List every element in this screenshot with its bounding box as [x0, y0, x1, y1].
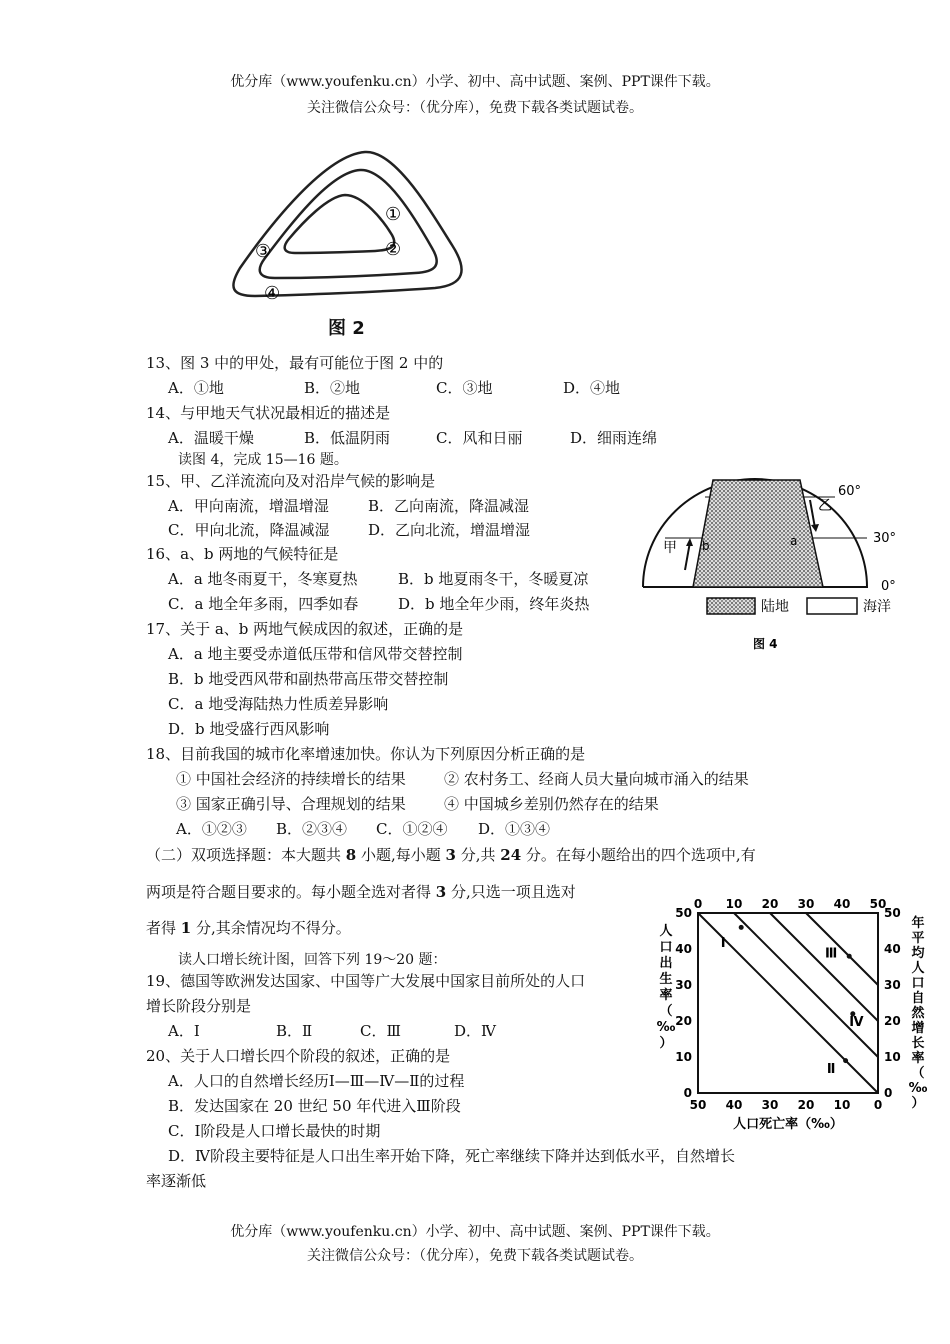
q20-option-d-line-2: 率逐渐低	[146, 1172, 207, 1190]
q16-option-b: B．b 地夏雨冬干，冬暖夏凉	[398, 570, 589, 588]
ylabel-right-char: 自	[911, 991, 925, 1006]
left-tick-10: 10	[675, 1050, 692, 1064]
q17-stem: 17、关于 a、b 两地气候成因的叙述，正确的是	[146, 620, 464, 638]
q18-option-b: B．②③④	[276, 820, 348, 838]
ylabel-right-char: ‰	[908, 1081, 928, 1096]
legend-land-label: 陆地	[761, 599, 789, 615]
stage-point-I	[739, 925, 744, 930]
left-tick-50: 50	[675, 906, 692, 920]
right-tick-10: 10	[884, 1050, 901, 1064]
growth-line-10	[734, 913, 878, 1057]
ylabel-left-char: 出	[659, 956, 673, 971]
top-tick-20: 20	[761, 897, 779, 911]
footer-line-2: 关注微信公众号：（优分库），免费下载各类试题试卷。	[307, 1248, 643, 1264]
q18-option-c: C．①②④	[376, 820, 448, 838]
ylabel-left-char: 生	[659, 972, 673, 987]
bottom-tick-0: 0	[873, 1098, 883, 1112]
label-b: b	[702, 539, 710, 553]
q18-item-3: ③ 国家正确引导、合理规划的结果	[176, 795, 406, 813]
figure-2-contour-map	[220, 140, 480, 340]
figure-4-map	[635, 470, 905, 655]
ylabel-right-char: 年	[911, 916, 925, 931]
top-tick-0: 0	[693, 897, 703, 911]
ylabel-left-char: （	[659, 1004, 673, 1019]
q19-option-d: D．Ⅳ	[454, 1022, 497, 1040]
q14-option-b: B．低温阴雨	[304, 429, 391, 447]
marker-2: ②	[385, 239, 402, 260]
top-tick-40: 40	[833, 897, 851, 911]
ylabel-right-char: 口	[911, 976, 925, 991]
q14-option-d: D．细雨连绵	[570, 429, 658, 447]
header-line-2: 关注微信公众号：（优分库），免费下载各类试题试卷。	[307, 100, 643, 116]
stage-point-II	[843, 1058, 848, 1063]
q20-stem: 20、关于人口增长四个阶段的叙述，正确的是	[146, 1047, 451, 1065]
footer-line-1: 优分库（www.youfenku.cn）小学、初中、高中试题、案例、PPT课件下载。	[230, 1224, 720, 1240]
q15-stem: 15、甲、乙洋流流向及对沿岸气候的影响是	[146, 472, 436, 490]
q18-item-2: ② 农村务工、经商人员大量向城市涌入的结果	[444, 770, 749, 788]
ylabel-left-char: 率	[659, 988, 673, 1003]
read-population-chart: 读人口增长统计图，回答下列 19～20 题：	[178, 952, 447, 968]
ylabel-right-char: 率	[911, 1051, 925, 1066]
section-2-line-2: 两项是符合题目要求的。每小题全选对者得 3 分,只选一项且选对	[146, 883, 576, 901]
current-yi-arrow	[810, 500, 815, 528]
q13-option-a: A．①地	[168, 379, 224, 397]
label-a: a	[790, 534, 798, 548]
q16-option-a: A．a 地冬雨夏干，冬寒夏热	[168, 570, 358, 588]
stage-label-I: Ⅰ	[720, 935, 726, 951]
ylabel-left-char: ‰	[656, 1020, 676, 1035]
q19-stem-1: 19、德国等欧洲发达国家、中国等广大发展中国家目前所处的人口	[146, 972, 586, 990]
q16-stem: 16、a、b 两地的气候特征是	[146, 545, 339, 563]
top-tick-10: 10	[725, 897, 743, 911]
read-figure-4: 读图 4，完成 15—16 题。	[178, 452, 348, 468]
q18-item-1: ① 中国社会经济的持续增长的结果	[176, 770, 406, 788]
q20-option-d-line-1: D．Ⅳ阶段主要特征是人口出生率开始下降，死亡率继续下降并达到低水平，自然增长	[168, 1147, 736, 1165]
q14-stem: 14、与甲地天气状况最相近的描述是	[146, 404, 391, 422]
q18-option-d: D．①③④	[478, 820, 551, 838]
stage-label-IV: Ⅳ	[849, 1015, 864, 1030]
right-tick-50: 50	[884, 906, 901, 920]
top-tick-30: 30	[797, 897, 815, 911]
legend-ocean-label: 海洋	[863, 599, 891, 615]
section-2-line-3: 者得 1 分,其余情况均不得分。	[146, 919, 351, 937]
bottom-tick-30: 30	[761, 1098, 779, 1112]
label-yi: 乙	[818, 498, 832, 514]
q15-option-c: C．甲向北流，降温减湿	[168, 521, 330, 539]
label-lat-60: 60°	[838, 484, 862, 499]
marker-4: ④	[264, 283, 281, 304]
ylabel-right-char: 长	[911, 1036, 925, 1051]
ylabel-left-char: 口	[659, 940, 673, 955]
q17-option-d: D．b 地受盛行西风影响	[168, 720, 330, 738]
right-tick-20: 20	[884, 1014, 901, 1028]
q17-option-a: A．a 地主要受赤道低压带和信风带交替控制	[168, 645, 463, 663]
left-tick-30: 30	[675, 978, 692, 992]
q15-option-d: D．乙向北流，增温增湿	[368, 521, 531, 539]
figure-4-caption: 图 4	[753, 637, 778, 651]
population-growth-chart	[650, 895, 940, 1140]
q13-option-d: D．④地	[563, 379, 621, 397]
q18-option-a: A．①②③	[176, 820, 247, 838]
legend-ocean-swatch	[807, 598, 857, 614]
q19-option-a: A．Ⅰ	[168, 1022, 200, 1040]
growth-line-20	[770, 913, 878, 1021]
section-2-line-1: （二）双项选择题：本大题共 8 小题,每小题 3 分,共 24 分。在每小题给出的四个选项中,有	[146, 846, 756, 864]
q16-option-c: C．a 地全年多雨，四季如春	[168, 595, 359, 613]
ylabel-right-char: 人	[911, 961, 925, 976]
q17-option-c: C．a 地受海陆热力性质差异影响	[168, 695, 389, 713]
label-jia: 甲	[663, 540, 677, 556]
q20-option-a: A．人口的自然增长经历Ⅰ—Ⅲ—Ⅳ—Ⅱ的过程	[168, 1072, 465, 1090]
q15-option-b: B．乙向南流，降温减湿	[368, 497, 530, 515]
figure-2-caption: 图 2	[328, 318, 365, 339]
label-lat-30: 30°	[873, 531, 897, 546]
ylabel-left-char: ）	[659, 1036, 673, 1051]
q19-stem-2: 增长阶段分别是	[146, 997, 252, 1015]
land-mass	[693, 480, 823, 587]
header-line-1: 优分库（www.youfenku.cn）小学、初中、高中试题、案例、PPT课件下载。	[230, 74, 720, 90]
stage-label-II: Ⅱ	[826, 1061, 836, 1077]
current-jia-arrow	[685, 542, 690, 570]
ylabel-right-char: 平	[911, 931, 925, 946]
q15-option-a: A．甲向南流，增温增湿	[168, 497, 329, 515]
ylabel-right-char: ）	[911, 1096, 925, 1111]
xlabel: 人口死亡率（‰）	[733, 1117, 843, 1132]
stage-point-III	[847, 954, 852, 959]
q13-stem: 13、图 3 中的甲处，最有可能位于图 2 中的	[146, 354, 444, 372]
bottom-tick-10: 10	[833, 1098, 851, 1112]
bottom-tick-50: 50	[689, 1098, 707, 1112]
right-tick-40: 40	[884, 942, 901, 956]
q20-option-b: B．发达国家在 20 世纪 50 年代进入Ⅲ阶段	[168, 1097, 461, 1115]
stage-label-III: Ⅲ	[825, 946, 838, 962]
left-tick-20: 20	[675, 1014, 692, 1028]
growth-line-30	[806, 913, 878, 985]
q13-option-c: C．③地	[436, 379, 493, 397]
q19-option-b: B．Ⅱ	[276, 1022, 313, 1040]
ylabel-right-char: 然	[911, 1006, 925, 1021]
left-tick-40: 40	[675, 942, 692, 956]
q20-option-c: C．Ⅰ阶段是人口增长最快的时期	[168, 1122, 381, 1140]
legend-land-swatch	[707, 598, 755, 614]
ylabel-right-char: （	[911, 1066, 925, 1081]
q19-option-c: C．Ⅲ	[360, 1022, 401, 1040]
bottom-tick-40: 40	[725, 1098, 743, 1112]
q16-option-d: D．b 地全年少雨，终年炎热	[398, 595, 590, 613]
right-tick-30: 30	[884, 978, 901, 992]
ylabel-left-char: 人	[659, 924, 673, 939]
q14-option-c: C．风和日丽	[436, 429, 523, 447]
q14-option-a: A．温暖干燥	[168, 429, 254, 447]
right-tick-0: 0	[884, 1086, 893, 1100]
marker-1: ①	[385, 204, 402, 225]
ylabel-right-char: 增	[911, 1021, 925, 1036]
bottom-tick-20: 20	[797, 1098, 815, 1112]
q13-option-b: B．②地	[304, 379, 361, 397]
q18-item-4: ④ 中国城乡差别仍然存在的结果	[444, 795, 659, 813]
label-lat-0: 0°	[881, 579, 896, 594]
top-tick-50: 50	[869, 897, 887, 911]
marker-3: ③	[255, 241, 272, 262]
q18-stem: 18、目前我国的城市化率增速加快。你认为下列原因分析正确的是	[146, 745, 586, 763]
ylabel-right-char: 均	[911, 946, 925, 961]
q17-option-b: B．b 地受西风带和副热带高压带交替控制	[168, 670, 449, 688]
left-tick-0: 0	[683, 1086, 692, 1100]
